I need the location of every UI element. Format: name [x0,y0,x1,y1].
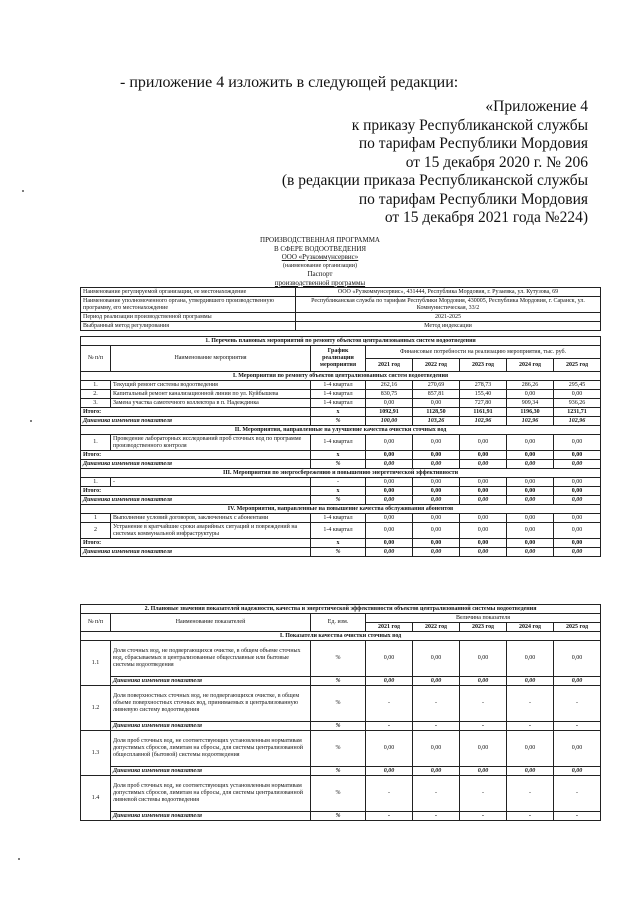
dynamics-row [81,812,601,821]
col-header-year: 2023 год [460,623,507,632]
finance-value: 0,00 [507,514,554,523]
passport-table [80,287,601,331]
dynamics-label: Динамика изменения показателя [81,417,311,426]
dynamics-row [81,677,601,686]
table-row [81,686,601,722]
indicator-value: 0,00 [554,731,601,767]
dynamics-row [81,417,601,426]
event-schedule: 1-4 квартал [311,435,366,451]
finance-value: 936,26 [554,399,601,408]
indicator-name: Доля проб сточных вод, не соответствующих установленным нормативам допустимых сбросов, лимитам на сбросы, для системы централизованной общесплавной (бытовой) системы водоотведения [111,731,311,767]
section-title: 1. Перечень плановых мероприятий по ремонту объектов централизованных систем водоотведения [81,337,601,346]
finance-value: 286,26 [507,381,554,390]
indicator-unit: % [311,731,366,767]
event-name: Выполнение условий договоров, заключенных с абонентами [111,514,311,523]
total-row [81,487,601,496]
col-header-finance: Финансовые потребности на реализацию мероприятия, тыс. руб. [366,346,601,359]
dynamics-value: 0,00 [366,548,413,557]
dynamics-value: 0,00 [460,548,507,557]
row-number: 1.3 [81,731,111,776]
dynamics-label: Динамика изменения показателя [81,460,311,469]
total-value: 0,00 [554,539,601,548]
row-number: 1.2 [81,686,111,731]
col-header-year: 2021 год [366,623,413,632]
passport-row [81,322,601,331]
dynamics-value: 103,26 [413,417,460,426]
program-title [0,236,640,287]
appendix-line: по тарифам Республики Мордовия [358,190,588,208]
dynamics-value: 0,00 [507,496,554,505]
events-table [80,336,601,557]
indicator-value: - [366,686,413,722]
unit-cell: % [311,677,366,686]
finance-value: 0,00 [554,523,601,539]
dynamics-value: 0,00 [507,460,554,469]
total-row [81,539,601,548]
dynamics-row [81,767,601,776]
finance-value: 0,00 [507,435,554,451]
dynamics-value: - [366,812,413,821]
finance-value: 0,00 [413,478,460,487]
finance-value: 0,00 [507,390,554,399]
passport-subtitle: производственной программы [274,278,366,287]
table-row [81,381,601,390]
dynamics-row [81,496,601,505]
dynamics-value: 0,00 [507,677,554,686]
unit-cell: % [311,812,366,821]
dynamics-value: 0,00 [460,496,507,505]
unit-cell: х [311,487,366,496]
indicator-value: - [413,776,460,812]
finance-value: 270,69 [413,381,460,390]
dynamics-value: 0,00 [554,767,601,776]
dynamics-value: 0,00 [460,460,507,469]
dynamics-label: Динамика изменения показателя [111,767,311,776]
col-header-year: 2021 год [366,359,413,372]
dynamics-value: - [460,722,507,731]
appendix-line: «Приложение 4 [485,98,588,115]
row-number: 3. [81,399,111,408]
total-value: 0,00 [460,539,507,548]
finance-value: 0,00 [554,390,601,399]
appendix-line: к приказу Республиканской службы [351,116,588,134]
indicator-value: 0,00 [554,641,601,677]
group-title: IV. Мероприятия, направленные на повышение качества обслуживания абонентов [81,505,601,514]
passport-title: Паспорт [307,270,333,278]
col-header-year: 2022 год [413,359,460,372]
total-value: 1128,50 [413,408,460,417]
event-schedule: - [311,478,366,487]
passport-value: Метод индексации [296,322,601,331]
dynamics-value: - [366,722,413,731]
col-header-year: 2024 год [507,359,554,372]
finance-value: 0,00 [460,478,507,487]
total-value: 0,00 [366,451,413,460]
table-row [81,776,601,812]
passport-label: Выбранный метод регулирования [81,322,296,331]
col-header-name: Наименование показателей [111,614,311,632]
appendix-line: по тарифам Республики Мордовия [358,135,588,152]
total-value: 0,00 [413,487,460,496]
appendix-header [282,98,588,228]
row-number: 2 [81,523,111,539]
passport-label: Период реализации производственной программы [81,313,296,322]
dynamics-label: Динамика изменения показателя [111,677,311,686]
total-value: 0,00 [554,451,601,460]
col-header-year: 2022 год [413,623,460,632]
finance-value: 295,45 [554,381,601,390]
dynamics-value: - [413,722,460,731]
unit-cell: % [311,722,366,731]
indicator-unit: % [311,641,366,677]
dynamics-value: - [507,812,554,821]
indicator-value: 0,00 [460,731,507,767]
dynamics-value: 0,00 [507,548,554,557]
indicator-name: Доля поверхностных сточных вод, не подвергающихся очистке, в общем объеме поверхностных сточных вод, принимаемых в централизованную ливневую систему водоотведения [111,686,311,722]
dynamics-value: 0,00 [413,767,460,776]
total-value: 1196,30 [507,408,554,417]
dynamics-value: - [460,812,507,821]
total-value: 1231,71 [554,408,601,417]
indicator-value: 0,00 [460,641,507,677]
col-header-num: № п/п [81,346,111,372]
finance-value: 0,00 [413,399,460,408]
indicator-name: Доля сточных вод, не подвергающихся очистке, в общем объеме сточных вод, сбрасываемых в централизованные общесплавные или бытовые системы водоотведения [111,641,311,677]
col-header-schedule: График реализации мероприятия [311,346,366,372]
indicator-value: 0,00 [413,641,460,677]
event-name: Проведение лабораторных исследований проб сточных вод по программе производственного контроля [111,435,311,451]
dynamics-value: 0,00 [366,460,413,469]
program-title-line: В СФЕРЕ ВОДООТВЕДЕНИЯ [273,244,367,253]
col-header-year: 2023 год [460,359,507,372]
finance-value: 278,73 [460,381,507,390]
total-value: 0,00 [507,451,554,460]
passport-value: 2021-2025 [296,313,601,322]
dynamics-row [81,722,601,731]
indicator-value: - [413,686,460,722]
table-row [81,390,601,399]
total-value: 1092,91 [366,408,413,417]
dynamics-label: Динамика изменения показателя [81,548,311,557]
col-header-year: 2024 год [507,623,554,632]
unit-cell: % [311,767,366,776]
appendix-line: от 15 декабря 2020 г. № 206 [405,153,588,171]
dynamics-value: 100,00 [366,417,413,426]
finance-value: 830,75 [366,390,413,399]
col-header-year: 2025 год [554,623,601,632]
finance-value: 0,00 [366,514,413,523]
row-number: 1. [81,478,111,487]
finance-value: 0,00 [413,514,460,523]
finance-value: 857,81 [413,390,460,399]
col-header-num: № п/п [81,614,111,632]
dynamics-value: - [507,722,554,731]
finance-value: 0,00 [366,435,413,451]
event-schedule: 1-4 квартал [311,523,366,539]
table-row [81,514,601,523]
row-number: 1. [81,381,111,390]
indicators-table [80,604,601,821]
group-title: III. Мероприятия по энергосбережению и повышению энергетической эффективности [81,469,601,478]
finance-value: 909,34 [507,399,554,408]
table-row [81,523,601,539]
event-name: Капитальный ремонт канализационной линии по ул. Куйбышева [111,390,311,399]
total-row [81,451,601,460]
col-header-unit: Ед. изм. [311,614,366,632]
finance-value: 0,00 [366,399,413,408]
row-number: 1.4 [81,776,111,821]
finance-value: 727,80 [460,399,507,408]
table-row [81,478,601,487]
passport-label: Наименование уполномоченного органа, утвердившего производственную программу, его местонахождение [81,297,296,313]
finance-value: 0,00 [413,435,460,451]
indicator-value: - [554,776,601,812]
unit-cell: х [311,539,366,548]
event-schedule: 1-4 квартал [311,381,366,390]
total-value: 0,00 [460,451,507,460]
group-title: II. Мероприятия, направленные на улучшение качества очистки сточных вод [81,426,601,435]
indicator-value: - [507,686,554,722]
passport-value: Республиканская служба по тарифам Республики Мордовия, 430005, Республика Мордовия, г. Саранск, ул. Коммунистическая, 33/2 [296,297,601,313]
dynamics-value: 0,00 [366,677,413,686]
dynamics-value: 0,00 [413,548,460,557]
indicator-value: 0,00 [366,641,413,677]
dynamics-value: 102,96 [507,417,554,426]
dynamics-value: - [413,812,460,821]
indicator-value: 0,00 [413,731,460,767]
dynamics-value: 0,00 [554,460,601,469]
finance-value: 262,16 [366,381,413,390]
scan-speck [22,190,24,192]
indicator-value: 0,00 [507,641,554,677]
indicator-value: - [460,686,507,722]
unit-cell: % [311,417,366,426]
event-schedule: 1-4 квартал [311,390,366,399]
event-schedule: 1-4 квартал [311,514,366,523]
dynamics-value: 0,00 [554,496,601,505]
row-number: 1.1 [81,641,111,686]
dynamics-value: 0,00 [413,496,460,505]
finance-value: 155,40 [460,390,507,399]
dynamics-value: 0,00 [507,767,554,776]
dynamics-label: Динамика изменения показателя [111,812,311,821]
finance-value: 0,00 [413,523,460,539]
total-value: 0,00 [554,487,601,496]
organization-name: ООО «Рузкоммунсервис» [281,253,359,261]
finance-value: 0,00 [460,514,507,523]
total-value: 0,00 [507,487,554,496]
unit-cell: х [311,408,366,417]
dynamics-value: - [554,812,601,821]
indicator-value: - [460,776,507,812]
dynamics-label: Динамика изменения показателя [81,496,311,505]
event-name: - [111,478,311,487]
table-row [81,731,601,767]
unit-cell: % [311,548,366,557]
event-name: Замена участка самотечного коллектора в п. Надеждинка [111,399,311,408]
indicator-value: - [507,776,554,812]
dynamics-value: 0,00 [413,677,460,686]
table-row [81,399,601,408]
total-label: Итого: [81,408,311,417]
dynamics-label: Динамика изменения показателя [111,722,311,731]
dynamics-row [81,548,601,557]
total-value: 0,00 [460,487,507,496]
passport-value: ООО «Рузкоммунсервис», 431444, Республика Мордовия, г. Рузаевка, ул. Кутузова, 69 [296,288,601,297]
table-row [81,435,601,451]
indicator-value: - [366,776,413,812]
intro-line: - приложение 4 изложить в следующей редакции: [120,74,459,91]
event-name: Текущий ремонт системы водоотведения [111,381,311,390]
total-value: 0,00 [366,487,413,496]
finance-value: 0,00 [554,478,601,487]
passport-label: Наименование регулируемой организации, ее местонахождение [81,288,296,297]
total-value: 1161,91 [460,408,507,417]
event-name: Устранение в кратчайшие сроки аварийных ситуаций и повреждений на системах коммунальной инфраструктуры [111,523,311,539]
passport-row [81,288,601,297]
row-number: 1 [81,514,111,523]
dynamics-value: 102,96 [460,417,507,426]
indicator-value: 0,00 [366,731,413,767]
appendix-line: (в редакции приказа Республиканской службы [281,172,588,189]
col-header-name: Наименование мероприятия [111,346,311,372]
finance-value: 0,00 [554,435,601,451]
table-row [81,641,601,677]
group-title: I. Мероприятия по ремонту объектов централизованных систем водоотведения [81,372,601,381]
finance-value: 0,00 [507,478,554,487]
indicator-value: 0,00 [507,731,554,767]
finance-value: 0,00 [366,523,413,539]
dynamics-row [81,460,601,469]
finance-value: 0,00 [507,523,554,539]
finance-value: 0,00 [460,523,507,539]
finance-value: 0,00 [554,514,601,523]
event-schedule: 1-4 квартал [311,399,366,408]
total-value: 0,00 [413,539,460,548]
total-value: 0,00 [413,451,460,460]
row-number: 1. [81,435,111,451]
row-number: 2. [81,390,111,399]
unit-cell: х [311,451,366,460]
dynamics-value: 0,00 [413,460,460,469]
section-title: 2. Плановые значения показателей надежности, качества и энергетической эффективности объектов централизованной системы водоотведения [81,605,601,614]
dynamics-value: 0,00 [460,767,507,776]
indicator-name: Доля проб сточных вод, не соответствующих установленным нормативам допустимых сбросов, лимитам на сбросы, для системы централизованной ливневой системы водоотведения [111,776,311,812]
indicator-value: - [554,686,601,722]
scan-speck [30,420,32,422]
dynamics-value: 0,00 [366,767,413,776]
unit-cell: % [311,496,366,505]
col-header-values: Величина показателя [366,614,601,623]
dynamics-value: 0,00 [554,548,601,557]
dynamics-value: 0,00 [460,677,507,686]
organization-caption: (наименование организации) [283,262,357,269]
dynamics-value: - [554,722,601,731]
total-value: 0,00 [366,539,413,548]
appendix-line: от 15 декабря 2021 года №224) [384,209,588,226]
passport-row [81,297,601,313]
col-header-year: 2025 год [554,359,601,372]
dynamics-value: 102,96 [554,417,601,426]
finance-value: 0,00 [460,435,507,451]
dynamics-value: 0,00 [366,496,413,505]
dynamics-value: 0,00 [554,677,601,686]
finance-value: 0,00 [366,478,413,487]
total-row [81,408,601,417]
total-label: Итого: [81,487,311,496]
indicator-unit: % [311,776,366,812]
unit-cell: % [311,460,366,469]
total-label: Итого: [81,539,311,548]
group-title: I. Показатели качества очистки сточных вод [81,632,601,641]
scan-speck [18,858,20,860]
total-value: 0,00 [507,539,554,548]
indicator-unit: % [311,686,366,722]
program-title-line: ПРОИЗВОДСТВЕННАЯ ПРОГРАММА [260,236,380,244]
total-label: Итого: [81,451,311,460]
passport-row [81,313,601,322]
